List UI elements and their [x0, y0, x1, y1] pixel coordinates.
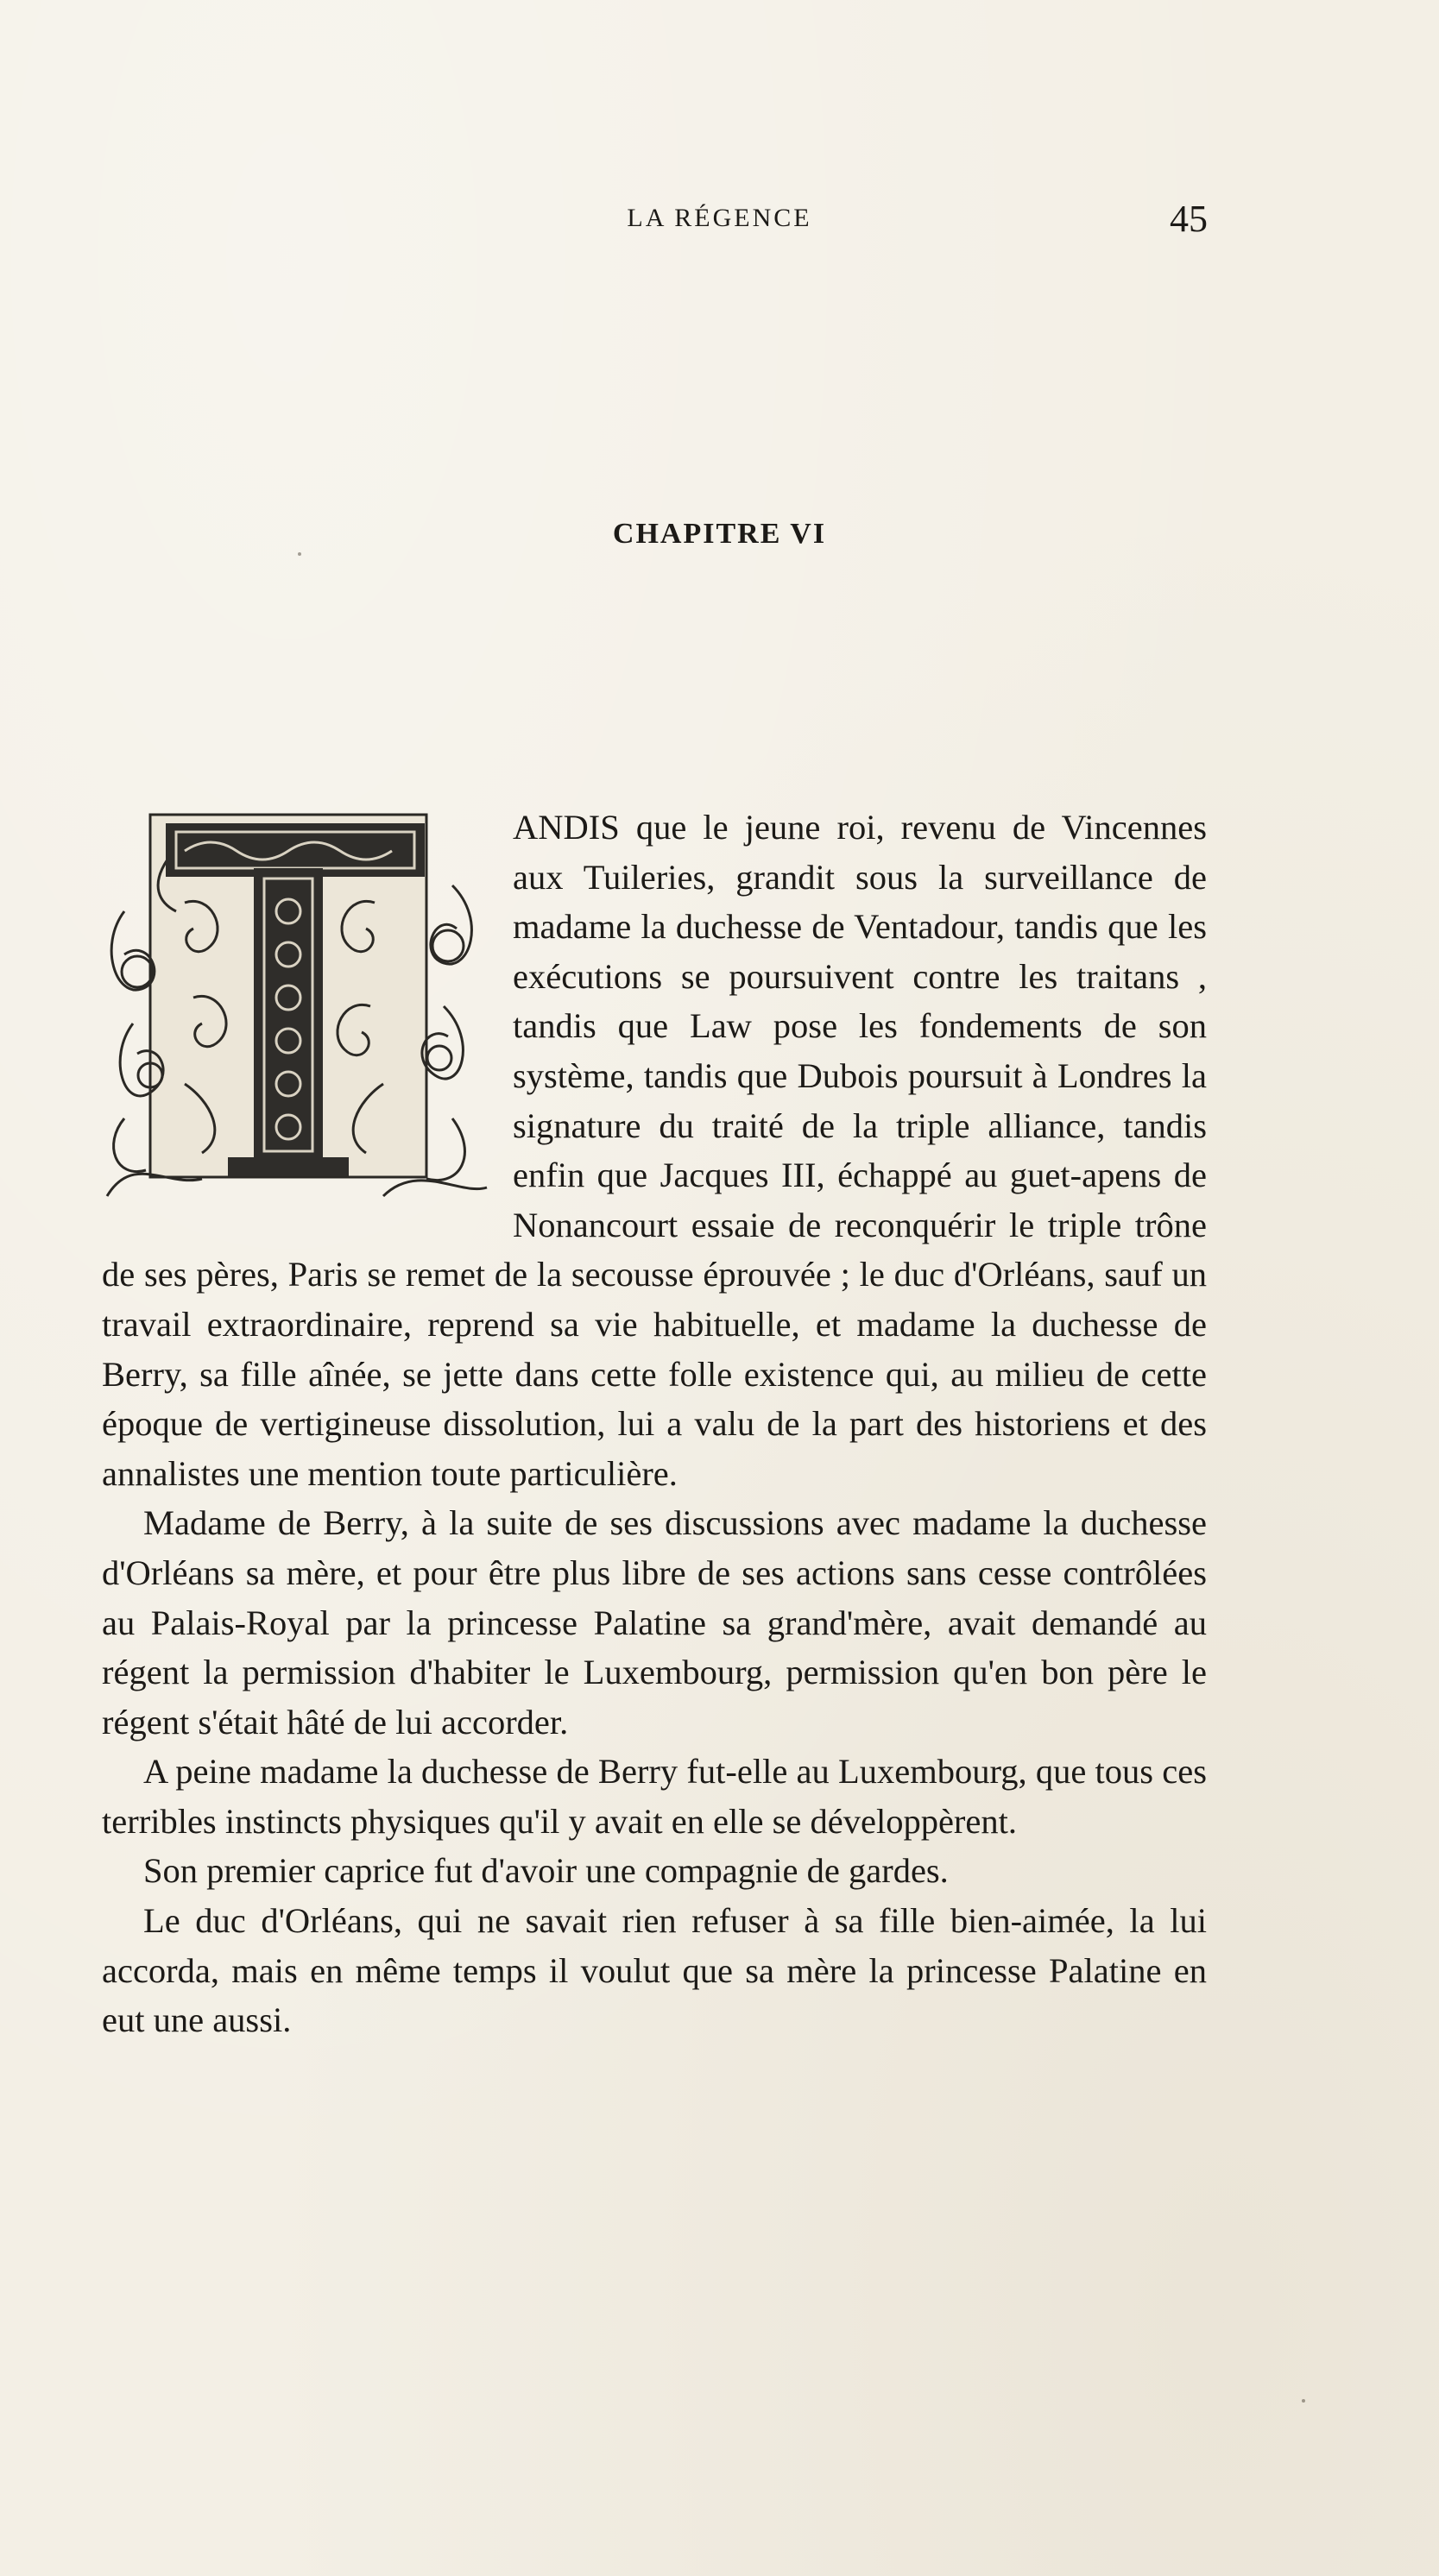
chapter-title: CHAPITRE VI — [612, 518, 827, 550]
paper-speck — [1302, 2399, 1305, 2403]
running-header — [0, 197, 1439, 249]
ornamental-dropcap — [98, 808, 492, 1206]
paragraph-5: Le duc d'Orléans, qui ne savait rien refuser à sa fille bien-aimée, la lui accorda, mais en même temps il voulut que sa mère la princesse Palatine en eut une aussi. — [102, 1901, 1207, 2040]
dropcap-word-rest: ANDIS — [513, 808, 620, 847]
body-text — [102, 803, 1207, 2045]
paragraph-2: Madame de Berry, à la suite de ses discussions avec madame la duchesse d'Orléans sa mère, et pour être plus libre de ses actions sans cesse contrôlées au Palais-Royal par la princesse Palatine sa grand'mère, avait demandé au régent la permission d'habiter le Luxembourg, permission qu'en bon père le régent s'était hâté de lui accorder. — [102, 1503, 1207, 1741]
running-title: LA RÉGENCE — [627, 204, 812, 232]
paragraph-3: A peine madame la duchesse de Berry fut-elle au Luxembourg, que tous ces terribles instincts physiques qu'il y avait en elle se développèrent. — [102, 1752, 1207, 1841]
paragraph-1-text: que le jeune roi, revenu de Vincennes aux Tuileries, grandit sous la surveillance de madame la duchesse de Ventadour, tandis que les exécutions se poursuivent contre les traitans , tandis que Law pose les fondements de son système, tandis que Dubois poursuit à Londres la signature du traité de la triple alliance, tandis enfin que Jacques III, échappé au guet-apens de Nonancourt essaie de reconquérir le triple trône de ses pères, Paris se remet de la secousse éprouvée ; le duc d'Orléans, sauf un travail extraordinaire, reprend sa vie habituelle, et madame la duchesse de Berry, sa fille aînée, se jette dans cette folle existence qui, au milieu de cette époque de vertigineuse dissolution, lui a valu de la part des historiens et des annalistes une mention toute particulière. — [102, 808, 1207, 1493]
ornate-letter-t-icon — [98, 808, 492, 1206]
page-number: 45 — [1170, 198, 1208, 240]
paragraph-4: Son premier caprice fut d'avoir une compagnie de gardes. — [143, 1851, 949, 1891]
paper-speck — [298, 552, 301, 556]
